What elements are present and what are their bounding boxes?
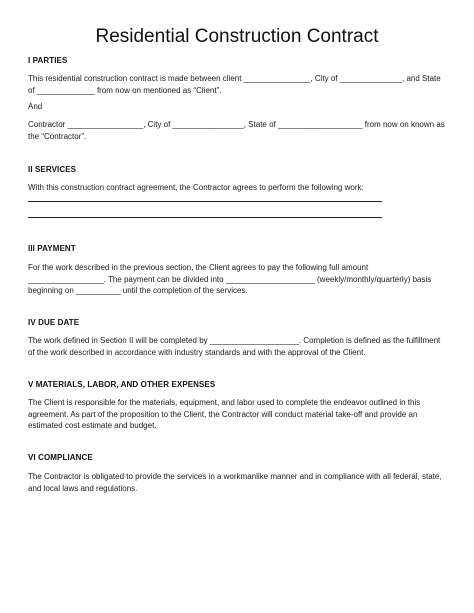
section-heading-services: II SERVICES [28,165,77,174]
parties-and-text: And [28,102,43,111]
section-heading-materials: V MATERIALS, LABOR, AND OTHER EXPENSES [28,380,216,389]
services-blank-line-1 [28,201,382,202]
section-heading-payment: III PAYMENT [28,244,76,253]
due-date-paragraph: The work defined in Section II will be completed by ____________________. Completion is defined as the fulfillment of the work described in accordance with industry standards and with the approval of the Client. [28,336,441,357]
parties-paragraph-contractor: Contractor _________________, City of ________________, State of ___________________ from now on known as the “Contractor”. [28,120,445,141]
compliance-paragraph: The Contractor is obligated to provide the services in a workmanlike manner and in compliance with all federal, state, and local laws and regulations. [28,472,442,493]
payment-paragraph: For the work described in the previous section, the Client agrees to pay the following full amount _________________. The payment can be divided into ____________________ (weekly/monthly/quarterly) basis beginning on __________ until the completion of the services. [28,263,432,295]
document-title: Residential Construction Contract [95,26,379,47]
section-heading-compliance: VI COMPLIANCE [28,453,93,462]
services-paragraph: With this construction contract agreement, the Contractor agrees to perform the following work: [28,183,364,192]
parties-paragraph-client: This residential construction contract is made between client _______________, City of ______________, and State of _____________ from now on mentioned as “Client”. [28,74,441,95]
materials-paragraph: The Client is responsible for the materials, equipment, and labor used to complete the endeavor outlined in this agreement. As part of the proposition to the Client, the Contractor will conduct material take-off and provide an estimated cost estimate and budget. [28,398,421,430]
section-heading-due-date: IV DUE DATE [28,318,80,327]
section-heading-parties: I PARTIES [28,56,68,65]
services-blank-line-2 [28,217,382,218]
